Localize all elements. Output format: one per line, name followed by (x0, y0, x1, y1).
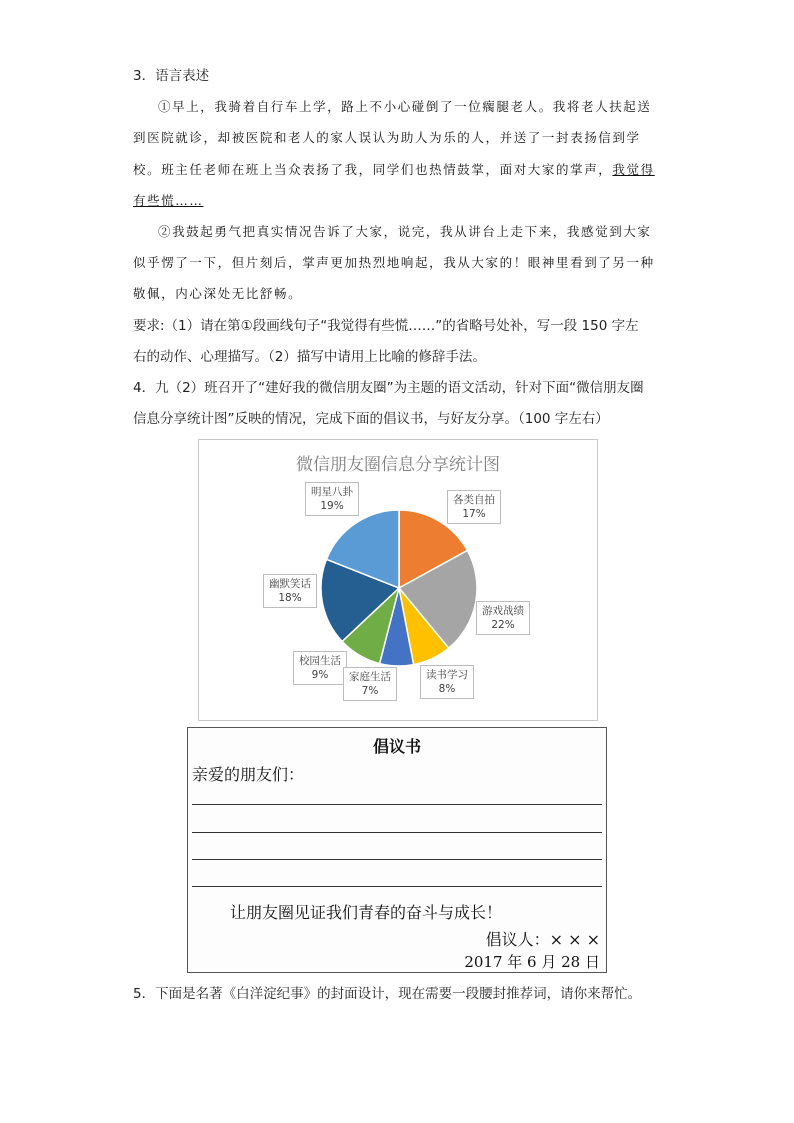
label-jiatingshenghuo-value: 7% (361, 685, 379, 697)
answer-line-4[interactable] (192, 886, 602, 887)
q3-paragraph1-line3 (133, 161, 655, 179)
label-geleizipai (447, 490, 501, 524)
label-geleizipai-value: 17% (462, 508, 486, 520)
label-geleizipai-name: 各类自拍 (453, 494, 495, 506)
label-mingxingbagua-value: 19% (320, 500, 344, 512)
q4-prompt-line2: 信息分享统计图”反映的情况，完成下面的倡议书，与好友分享。（100 字左右） (133, 411, 609, 427)
q3-underlined-sentence-start: 我觉得 (612, 162, 655, 177)
label-youmoxiaohua-value: 18% (278, 592, 302, 604)
answer-line-2[interactable] (192, 832, 602, 833)
pie-chart (198, 439, 598, 721)
q4-prompt-line1: 4．九（2）班召开了“建好我的微信朋友圈”为主题的语文活动，针对下面“微信朋友圈 (133, 380, 644, 396)
proposal-greeting: 亲爱的朋友们： (192, 765, 305, 784)
proposal-form (187, 727, 607, 973)
label-mingxingbagua (305, 482, 359, 516)
chart-title: 微信朋友圈信息分享统计图 (296, 455, 500, 475)
proposal-title: 倡议书 (372, 737, 421, 756)
q3-underlined-sentence-end: 有些慌…… (133, 193, 204, 208)
label-xiaoyuanshenghuo-name: 校园生活 (299, 655, 341, 667)
q3-requirement-line1: 要求:（1）请在第①段画线句子“我觉得有些慌……”的省略号处补，写一段 150 字左 (133, 318, 639, 334)
proposal-signer: 倡议人：× × × (485, 930, 600, 949)
q3-heading: 3．语言表述 (133, 68, 210, 84)
q3-requirement-line2: 右的动作、心理描写。（2）描写中请用上比喻的修辞手法。 (133, 349, 486, 365)
label-xiaoyuanshenghuo (293, 651, 347, 685)
q3-paragraph1-line3-text: 校。班主任老师在班上当众表扬了我，同学们也热情鼓掌，面对大家的掌声， (133, 162, 613, 177)
pie-svg (199, 440, 597, 720)
answer-line-3[interactable] (192, 859, 602, 860)
q3-paragraph1-line2: 到医院就诊，却被医院和老人的家人误认为助人为乐的人，并送了一封表扬信到学 (133, 130, 641, 145)
label-youmoxiaohua-name: 幽默笑话 (269, 578, 311, 590)
label-youxizhanji-value: 22% (491, 619, 515, 631)
label-jiatingshenghuo-name: 家庭生活 (349, 671, 391, 683)
q3-paragraph2-line1: ②我鼓起勇气把真实情况告诉了大家，说完，我从讲台上走下来，我感觉到大家 (158, 224, 652, 239)
label-youxizhanji (476, 601, 530, 635)
label-xiaoyuanshenghuo-value: 9% (311, 669, 329, 681)
label-dushuxuexi (420, 665, 474, 699)
q3-paragraph2-line2: 似乎愣了一下，但片刻后，掌声更加热烈地响起，我从大家的！眼神里看到了另一种 (133, 255, 655, 270)
label-dushuxuexi-value: 8% (438, 683, 456, 695)
proposal-date: 2017 年 6 月 28 日 (464, 953, 600, 971)
answer-line-1[interactable] (192, 804, 602, 805)
label-youmoxiaohua (263, 574, 317, 608)
label-youxizhanji-name: 游戏战绩 (482, 605, 524, 617)
label-jiatingshenghuo (343, 667, 397, 701)
proposal-slogan: 让朋友圈见证我们青春的奋斗与成长！ (230, 903, 503, 922)
label-dushuxuexi-name: 读书学习 (426, 669, 468, 681)
label-mingxingbagua-name: 明星八卦 (311, 486, 353, 498)
q3-paragraph1-line1: ①早上，我骑着自行车上学，路上不小心碰倒了一位瘸腿老人。我将老人扶起送 (158, 99, 652, 114)
q3-paragraph2-line3: 敬佩，内心深处无比舒畅。 (133, 286, 303, 301)
q5-prompt: 5．下面是名著《白洋淀纪事》的封面设计，现在需要一段腰封推荐词，请你来帮忙。 (133, 986, 642, 1002)
